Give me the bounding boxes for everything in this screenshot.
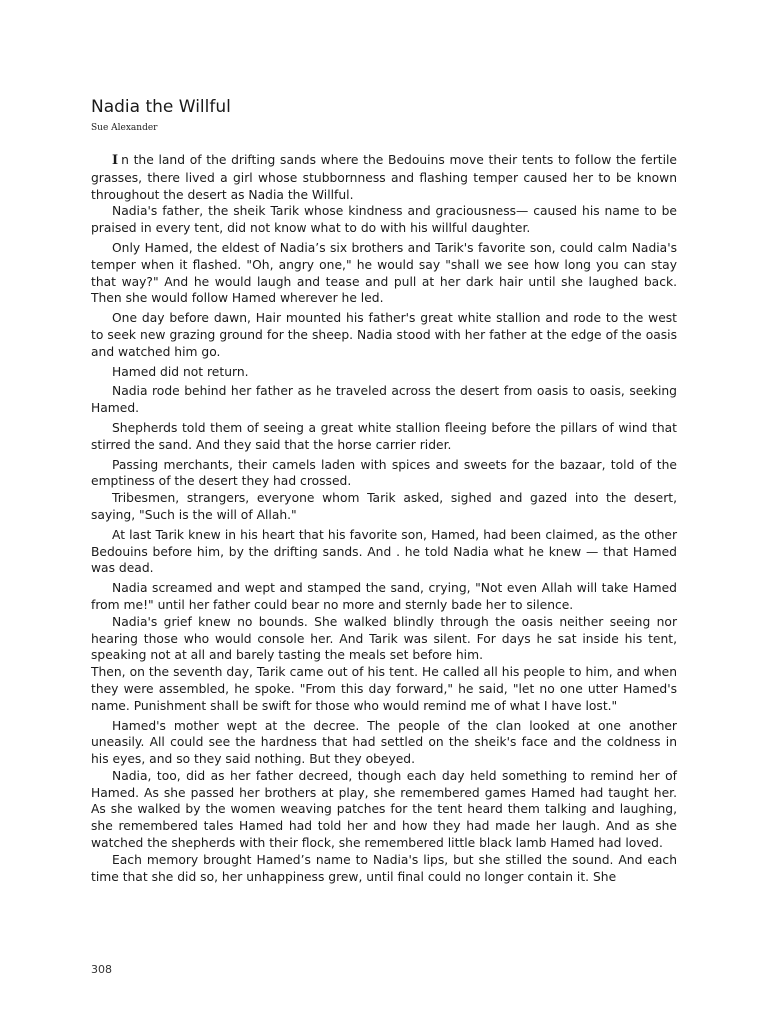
paragraph-7: Shepherds told them of seeing a great white stallion fleeing before the pillars of wind that stirred the sand. And they said that the horse carrier rider. <box>91 420 677 452</box>
paragraph-15: Nadia, too, did as her father decreed, though each day held something to remind her of Hamed. As she passed her brothers at play, she remembered games Hamed had taught her. As she walked by the women weaving patches for the tent heard them talking and laughing, she remembered tales Hamed had told her and how they had made her laugh. And as she watched the shepherds with their flock, she remembered little black lamb Hamed had loved. <box>91 768 677 851</box>
story-title: Nadia the Willful <box>91 97 231 117</box>
paragraph-6: Nadia rode behind her father as he traveled across the desert from oasis to oasis, seeking Hamed. <box>91 384 677 416</box>
author-name: Sue Alexander <box>91 123 158 133</box>
drop-cap: I <box>112 153 122 168</box>
paragraph-2: Nadia's father, the sheik Tarik whose kindness and graciousness— caused his name to be praised in every tent, did not know what to do with his willful daughter. <box>91 204 677 236</box>
paragraph-9: Tribesmen, strangers, everyone whom Tarik asked, sighed and gazed into the desert, saying, "Such is the will of Allah." <box>91 491 677 522</box>
paragraph-3: Only Hamed, the eldest of Nadia’s six brothers and Tarik's favorite son, could calm Nadia's temper when it flashed. "Oh, angry one," he would say "shall we see how long you can stay that way?" And he would laugh and tease and pull at her dark hair until she laughed back. Then she would follow Hamed wherever he led. <box>91 240 677 306</box>
paragraph-text: n the land of the drifting sands where the Bedouins move their tents to follow the fertile grasses, there lived a girl whose stubbornness and flashing temper caused her to be known throughout the desert as Nadia the Willful. <box>91 153 677 202</box>
paragraph-12: Nadia's grief knew no bounds. She walked blindly through the oasis neither seeing nor hearing those who would console her. And Tarik was silent. For days he sat inside his tent, speaking not at all and barely tasting the meals set before him. <box>91 614 677 663</box>
page-number: 308 <box>91 963 112 976</box>
paragraph-14: Hamed's mother wept at the decree. The people of the clan looked at one another uneasily. All could see the hardness that had settled on the sheik's face and the coldness in his eyes, and so they said nothing. But they obeyed. <box>91 718 677 767</box>
paragraph-11: Nadia screamed and wept and stamped the sand, crying, "Not even Allah will take Hamed from me!" until her father could bear no more and sternly bade her to silence. <box>91 581 677 612</box>
paragraph-10: At last Tarik knew in his heart that his favorite son, Hamed, had been claimed, as the other Bedouins before him, by the drifting sands. And . he told Nadia what he knew — that Hamed was dead. <box>91 527 677 576</box>
paragraph-13: Then, on the seventh day, Tarik came out of his tent. He called all his people to him, and when they were assembled, he spoke. "From this day forward," he said, "let no one utter Hamed's name. Punishment shall be swift for those who would remind me of what I have lost." <box>91 665 677 713</box>
story-body <box>91 152 677 885</box>
paragraph-5: Hamed did not return. <box>112 364 249 379</box>
paragraph-1 <box>91 152 677 203</box>
paragraph-8: Passing merchants, their camels laden with spices and sweets for the bazaar, told of the emptiness of the desert they had crossed. <box>91 457 677 489</box>
paragraph-4: One day before dawn, Hair mounted his father's great white stallion and rode to the west to seek new grazing ground for the sheep. Nadia stood with her father at the edge of the oasis and watched him go. <box>91 311 677 359</box>
paragraph-16: Each memory brought Hamed’s name to Nadia's lips, but she stilled the sound. And each time that she did so, her unhappiness grew, until final could no longer contain it. She <box>91 852 677 884</box>
